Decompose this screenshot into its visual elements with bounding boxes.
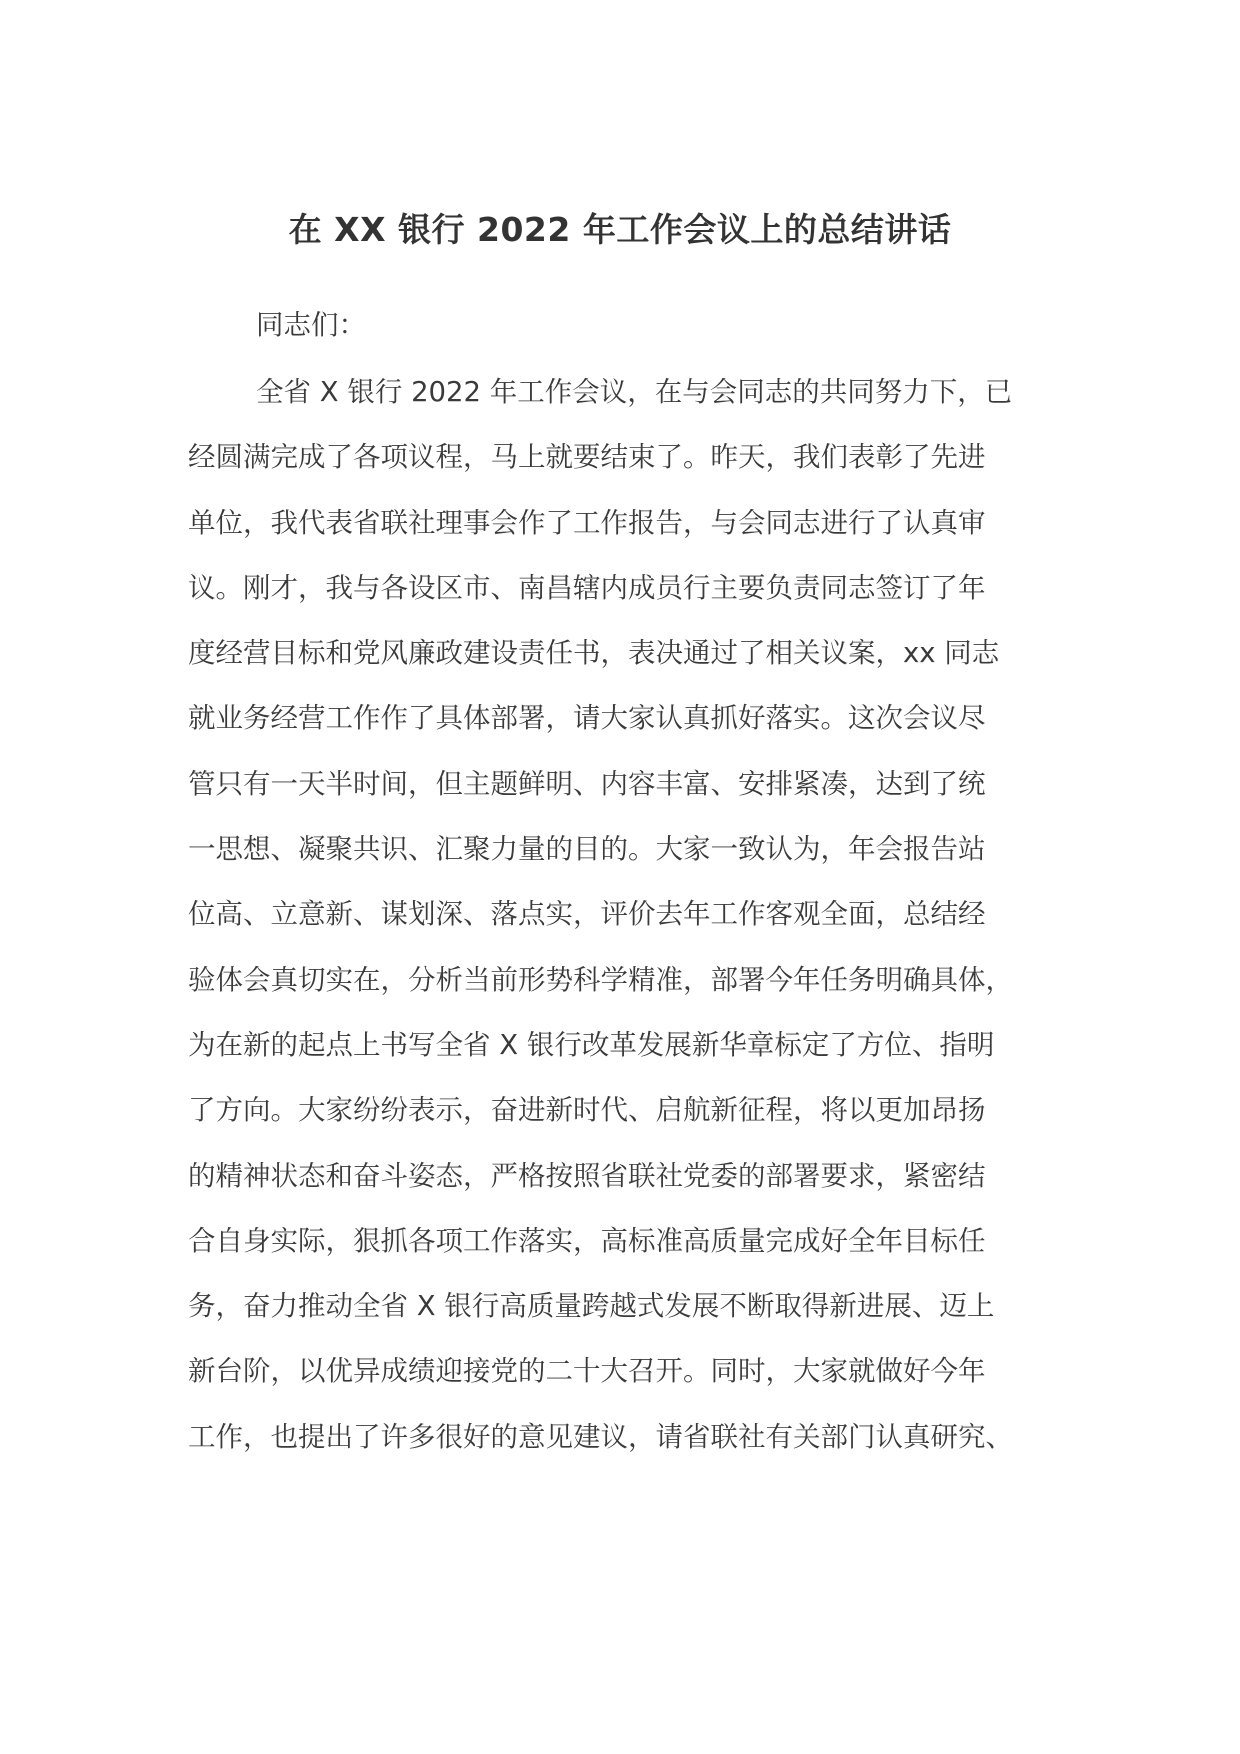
paragraph-line: 就业务经营工作作了具体部署，请大家认真抓好落实。这次会议尽	[188, 702, 986, 735]
salutation: 同志们：	[256, 309, 366, 341]
paragraph-line: 度经营目标和党风廉政建设责任书，表决通过了相关议案，xx 同志	[188, 637, 1000, 670]
document-title: 在 XX 银行 2022 年工作会议上的总结讲话	[288, 210, 952, 249]
paragraph-line: 议。刚才，我与各设区市、南昌辖内成员行主要负责同志签订了年	[188, 571, 986, 604]
paragraph-line: 位高、立意新、谋划深、落点实，评价去年工作客观全面，总结经	[188, 898, 986, 931]
paragraph-line: 了方向。大家纷纷表示，奋进新时代、启航新征程，将以更加昂扬	[188, 1094, 986, 1127]
paragraph-line: 管只有一天半时间，但主题鲜明、内容丰富、安排紧凑，达到了统	[188, 767, 986, 800]
paragraph-line: 为在新的起点上书写全省 X 银行改革发展新华章标定了方位、指明	[188, 1028, 995, 1061]
paragraph-line: 验体会真切实在，分析当前形势科学精准，部署今年任务明确具体，	[188, 963, 1013, 996]
paragraph-line: 合自身实际，狠抓各项工作落实，高标准高质量完成好全年目标任	[188, 1224, 986, 1257]
body-paragraph	[188, 370, 1068, 1480]
paragraph-line: 务，奋力推动全省 X 银行高质量跨越式发展不断取得新进展、迈上	[188, 1290, 995, 1323]
paragraph-line: 经圆满完成了各项议程，马上就要结束了。昨天，我们表彰了先进	[188, 441, 986, 474]
paragraph-line: 的精神状态和奋斗姿态，严格按照省联社党委的部署要求，紧密结	[188, 1159, 986, 1192]
paragraph-line: 一思想、凝聚共识、汇聚力量的目的。大家一致认为，年会报告站	[188, 833, 986, 866]
paragraph-line: 新台阶，以优异成绩迎接党的二十大召开。同时，大家就做好今年	[188, 1355, 986, 1388]
paragraph-line: 单位，我代表省联社理事会作了工作报告，与会同志进行了认真审	[188, 506, 986, 539]
paragraph-line: 全省 X 银行 2022 年工作会议，在与会同志的共同努力下，已	[256, 376, 1013, 408]
paragraph-line: 工作，也提出了许多很好的意见建议，请省联社有关部门认真研究、	[188, 1420, 1013, 1453]
